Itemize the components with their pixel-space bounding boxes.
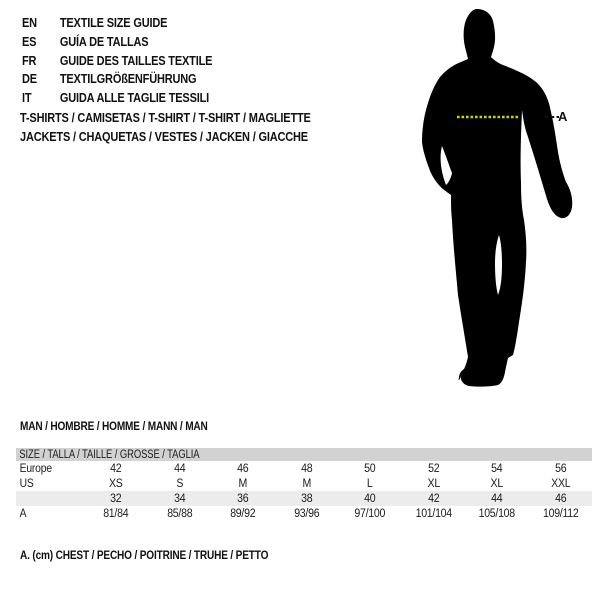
table-cell: 52	[427, 462, 439, 475]
row-label: US	[19, 477, 34, 490]
table-cell: 44	[491, 492, 503, 505]
table-cell: XL	[490, 477, 503, 490]
language-row	[22, 52, 212, 71]
table-cell: 56	[554, 462, 566, 475]
language-code: DE	[22, 72, 37, 87]
size-table	[16, 448, 592, 521]
language-row	[22, 14, 212, 33]
table-row-europe	[16, 461, 592, 476]
language-code: EN	[22, 16, 37, 30]
table-cell: XXL	[550, 477, 570, 490]
measurement-footnote: A. (cm) CHEST / PECHO / POITRINE / TRUHE / PETTO	[20, 548, 269, 562]
table-cell: 36	[237, 492, 249, 505]
table-cell: 38	[300, 492, 312, 505]
table-cell: 48	[300, 462, 312, 475]
table-cell: 93/96	[293, 507, 319, 520]
table-cell: 89/92	[230, 507, 256, 520]
language-label: TEXTILE SIZE GUIDE	[59, 16, 168, 30]
table-cell: M	[238, 477, 248, 490]
table-cell: 101/104	[415, 507, 452, 520]
table-cell: 44	[173, 462, 185, 475]
table-cell: 54	[491, 462, 503, 475]
language-row	[22, 89, 212, 108]
size-table-header-label: SIZE / TALLA / TAILLE / GRÖSSE / TAGLIA	[19, 448, 200, 461]
language-code: ES	[22, 34, 37, 49]
table-cell: L	[366, 477, 373, 490]
table-row-chest-a	[16, 506, 592, 521]
language-row	[22, 70, 212, 89]
table-cell: 46	[237, 462, 249, 475]
language-label: GUÍA DE TALLAS	[59, 34, 149, 49]
row-label: Europe	[19, 462, 52, 475]
table-row-numeric	[16, 491, 592, 506]
table-cell: 42	[110, 462, 122, 475]
row-label: A	[19, 507, 27, 520]
table-cell: XL	[427, 477, 440, 490]
language-list	[22, 14, 212, 108]
man-silhouette	[395, 0, 575, 395]
table-cell: 34	[173, 492, 185, 505]
table-cell: S	[175, 477, 183, 490]
table-cell: XS	[108, 477, 123, 490]
table-cell: 81/84	[103, 507, 129, 520]
table-cell: 40	[364, 492, 376, 505]
language-code: FR	[22, 53, 37, 68]
language-label: TEXTILGRÖßENFÜHRUNG	[59, 72, 197, 87]
category-line-jackets: JACKETS / CHAQUETAS / VESTES / JACKEN / GIACCHE	[20, 130, 308, 144]
table-cell: M	[301, 477, 311, 490]
table-cell: 97/100	[354, 507, 386, 520]
measure-label-a: A	[558, 109, 568, 124]
table-row-us	[16, 476, 592, 491]
table-cell: 42	[427, 492, 439, 505]
size-table-header	[16, 448, 592, 461]
table-cell: 109/112	[542, 507, 579, 520]
table-cell: 50	[364, 462, 376, 475]
table-cell: 46	[554, 492, 566, 505]
language-label: GUIDE DES TAILLES TEXTILE	[59, 53, 213, 68]
language-label: GUIDA ALLE TAGLIE TESSILI	[59, 91, 210, 106]
table-cell: 32	[110, 492, 122, 505]
table-cell: 85/88	[166, 507, 192, 520]
language-row	[22, 33, 212, 52]
table-cell: 105/108	[478, 507, 515, 520]
section-title-man: MAN / HOMBRE / HOMME / MANN / MAN	[20, 419, 208, 433]
language-code: IT	[22, 91, 32, 106]
garment-categories	[20, 109, 311, 147]
category-line-tshirts: T-SHIRTS / CAMISETAS / T-SHIRT / T-SHIRT / MAGLIETTE	[20, 111, 311, 125]
